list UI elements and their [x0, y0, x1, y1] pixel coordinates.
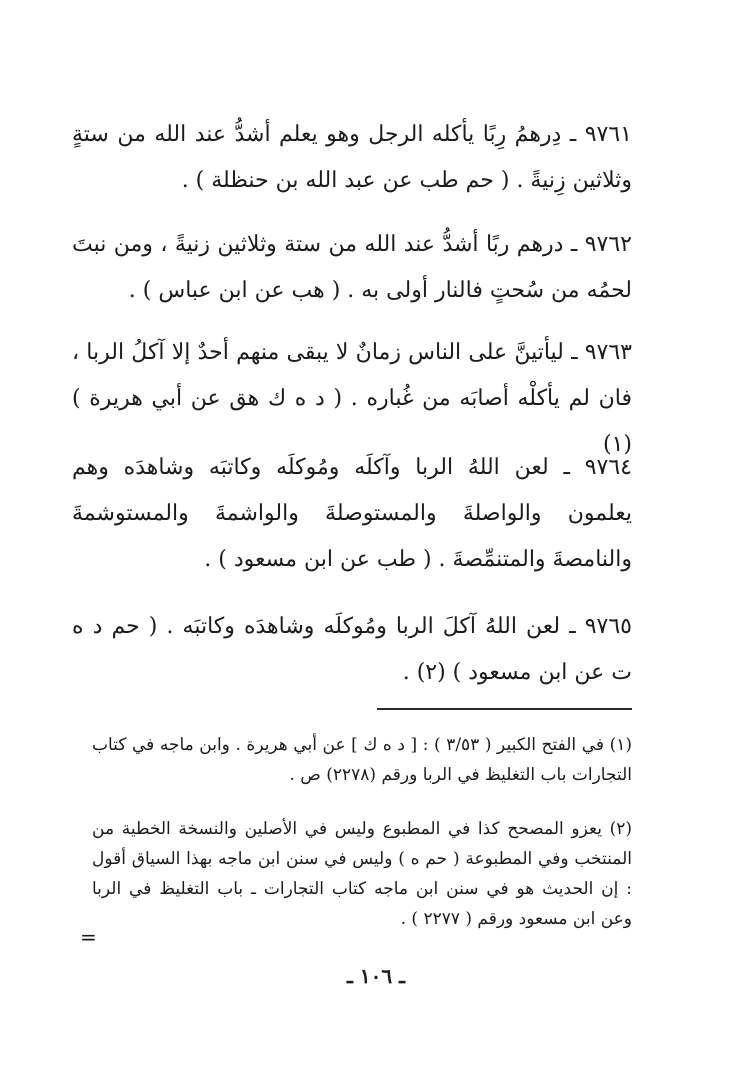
hadith-9761: ٩٧٦١ ـ دِرهمُ رِبًا يأكله الرجل وهو يعلم أشدُّ عند الله من ستةٍ وثلاثين زِنيةً . ( حم طب عن عبد الله بن حنظلة ) .	[72, 122, 632, 193]
hadith-9762: ٩٧٦٢ ـ درهم ربًا أشدُّ عند الله من ستة وثلاثين زنيةً ، ومن نبتَ لحمُه من سُحتٍ فالنار أولى به . ( هب عن ابن عباس ) .	[72, 232, 632, 303]
continuation-mark: =	[80, 925, 97, 949]
hadith-9765: ٩٧٦٥ ـ لعن اللهُ آكلَ الربا ومُوكلَه وشاهدَه وكاتبَه . ( حم د ه ت عن ابن مسعود ) (٢) .	[72, 614, 632, 685]
footnote-2: (٢) يعزو المصحح كذا في المطبوع وليس في الأصلين والنسخة الخطية من المنتخب وفي المطبوعة ( حم ه ) وليس في سنن ابن ماجه بهذا السياق أقول : إن الحديث هو في سنن ابن ماجه كتاب التجارات ـ باب التغليظ في الربا وعن ابن مسعود ورقم ( ٢٢٧٧ ) .	[92, 819, 632, 929]
footnote-divider	[377, 708, 632, 710]
footnote-1: (١) في الفتح الكبير ( ٣/٥٣ ) : [ د ه ك ] عن أبي هريرة . وابن ماجه في كتاب التجارات باب التغليظ في الربا ورقم (٢٢٧٨) ص .	[92, 735, 632, 785]
hadith-9764: ٩٧٦٤ ـ لعن اللهُ الربا وآكلَه ومُوكلَه وكاتبَه وشاهدَه وهم يعلمون والواصلةَ والمستوصلةَ والواشمةَ والمستوشمةَ والنامصةَ والمتنمِّصةَ . ( طب عن ابن مسعود ) .	[72, 455, 632, 572]
hadith-9763: ٩٧٦٣ ـ ليأتينَّ على الناس زمانٌ لا يبقى منهم أحدٌ إلا آكلُ الربا ، فان لم يأكلْه أصابَه من غُباره . ( د ه ك هق عن أبي هريرة ) (١)	[72, 340, 632, 457]
page-number: ـ ١٠٦ ـ	[347, 964, 405, 988]
